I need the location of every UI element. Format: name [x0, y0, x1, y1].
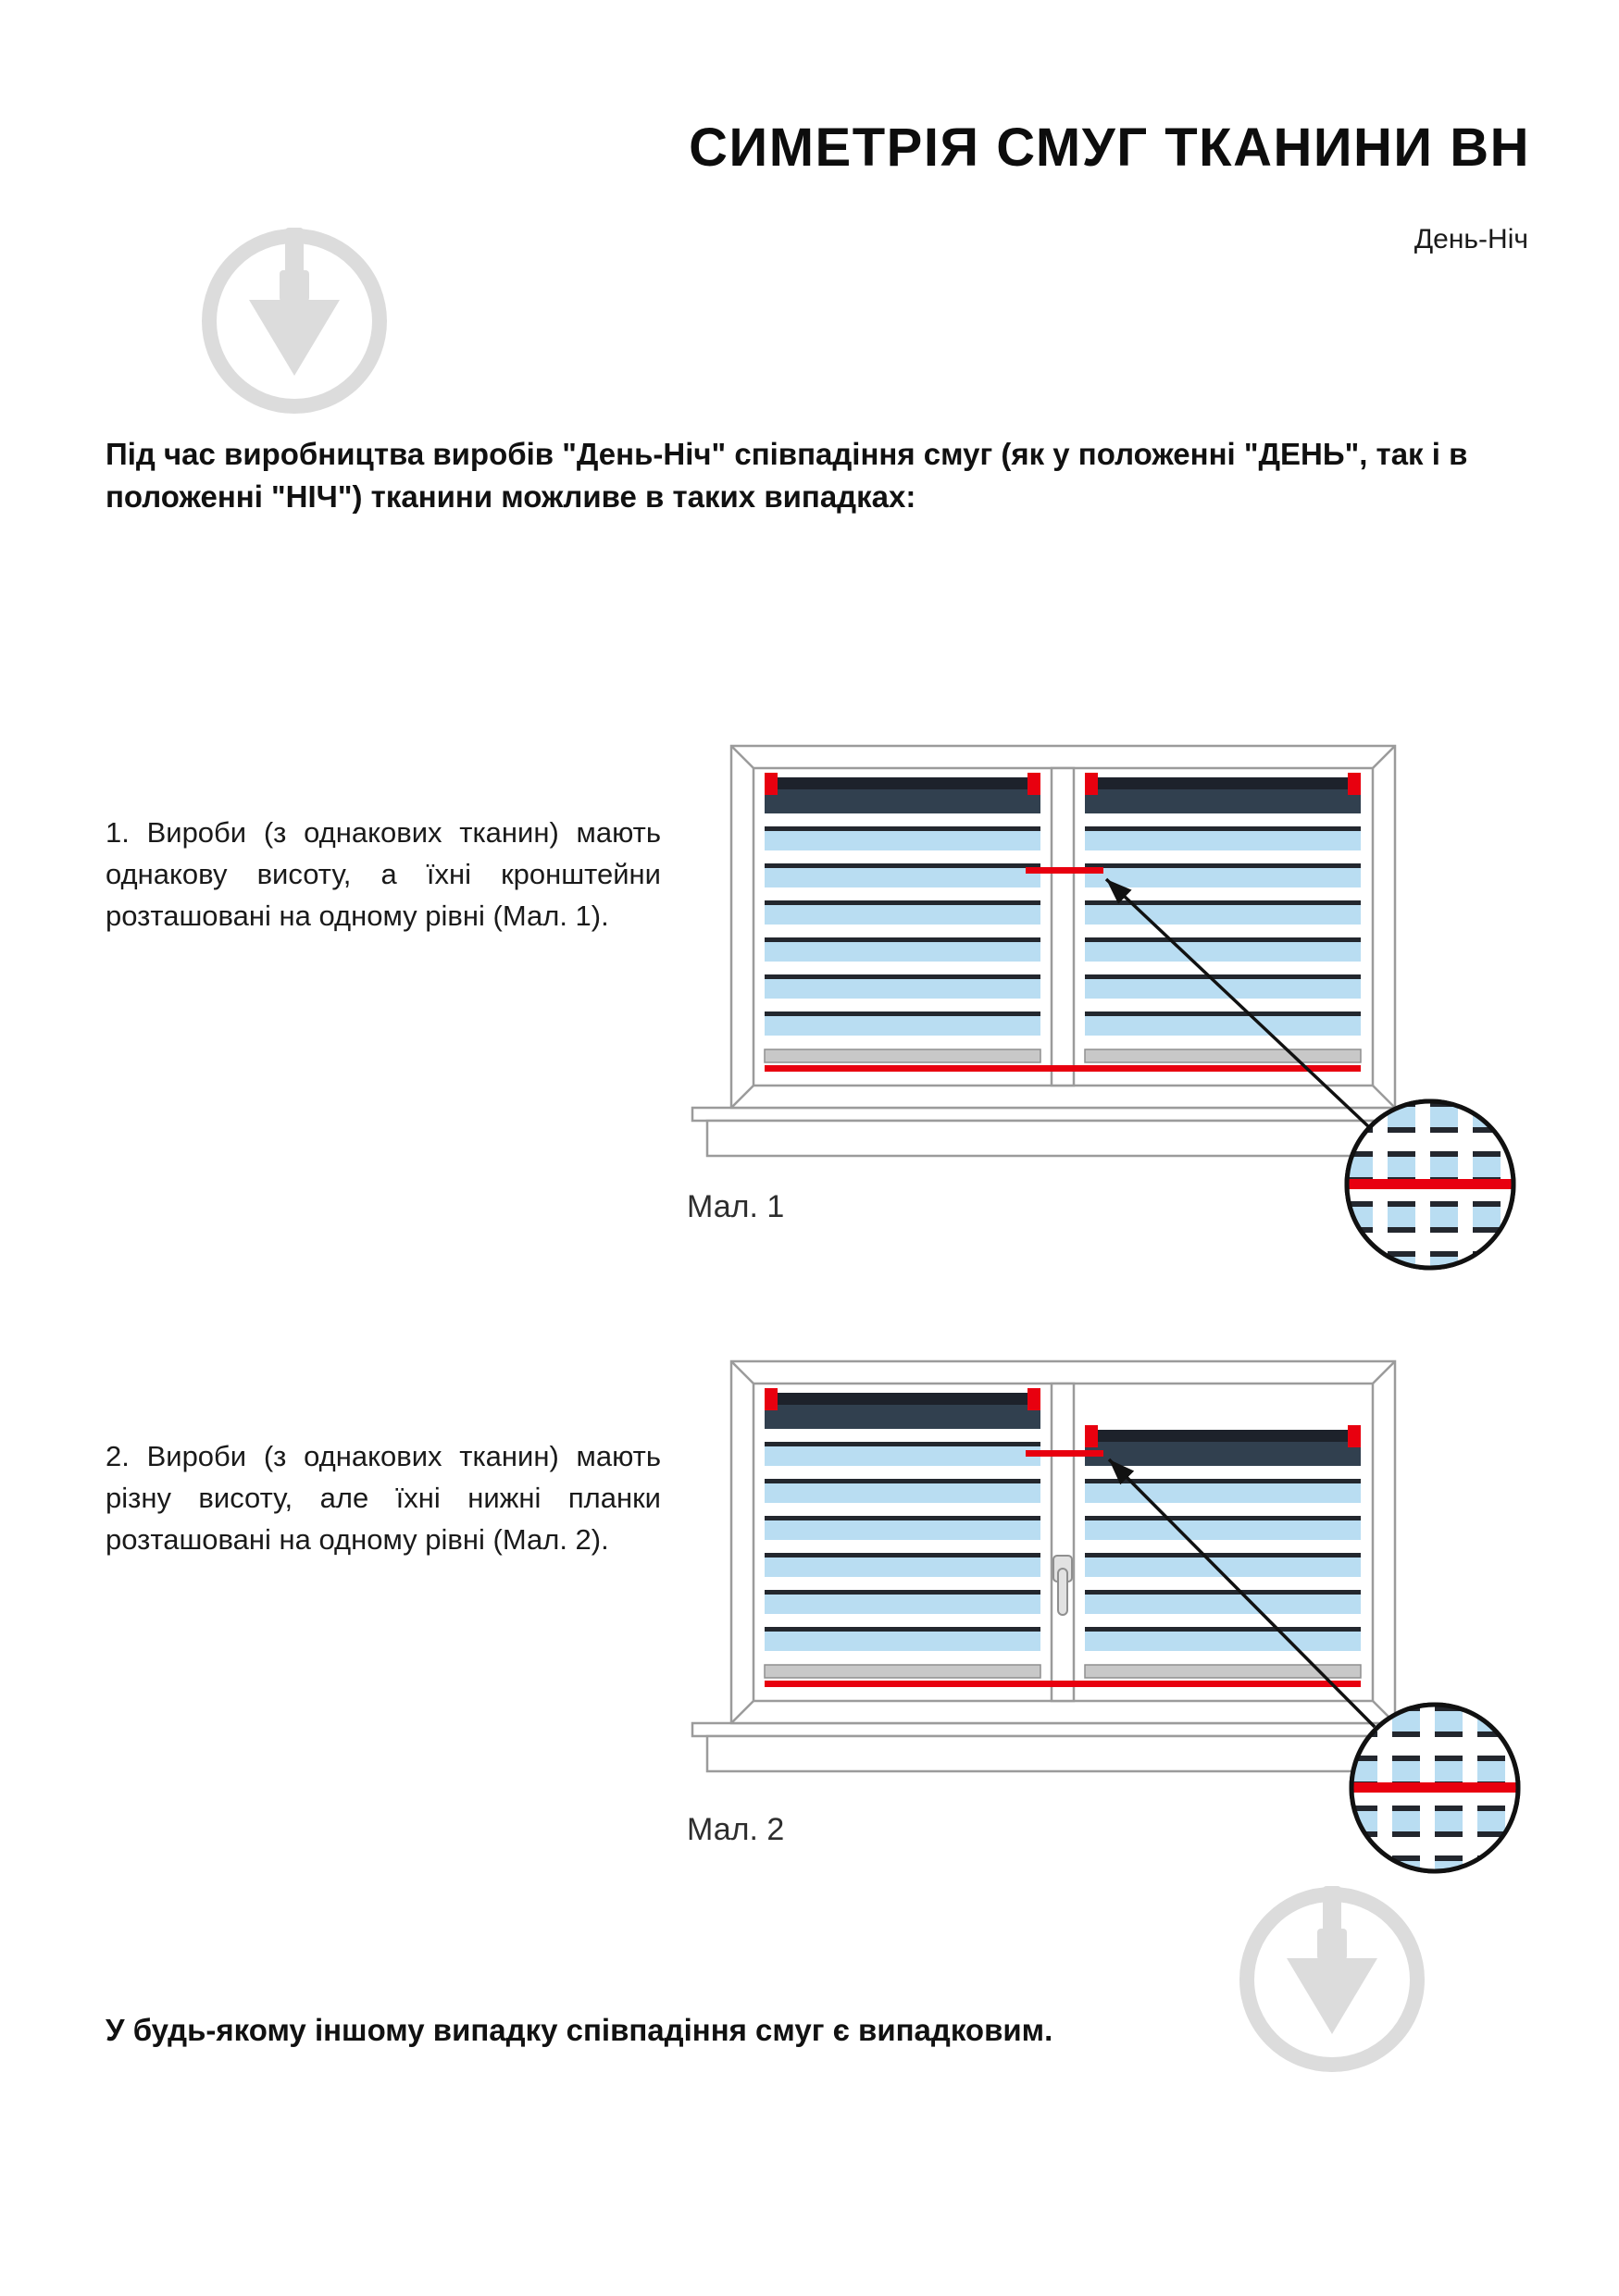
stripe-alignment-red-mark: [1026, 867, 1103, 874]
figure-1-caption: Мал. 1: [687, 1189, 785, 1224]
case-2-text: 2. Вироби (з однакових тканин) мають різну висоту, але їхні нижні планки розташовані на одному рівні (Мал. 2).: [106, 1440, 661, 1556]
page-title: СИМЕТРІЯ СМУГ ТКАНИНИ ВН: [689, 118, 1530, 178]
left-blind: [765, 773, 1040, 1062]
window-sill: [692, 1723, 1434, 1771]
right-blind-bracket-left: [1085, 1425, 1098, 1447]
bottom-alignment-red-line: [765, 1065, 1361, 1072]
left-blind-bottom-plank: [765, 1665, 1040, 1678]
brand-watermark-icon: [1226, 1873, 1438, 2086]
watermark-body: [249, 300, 340, 376]
watermark-stem: [285, 228, 304, 276]
zoomed-alignment-red-line: [1350, 1782, 1520, 1793]
left-blind-bottom-plank: [765, 1049, 1040, 1062]
figure-1-window-illustration: [685, 731, 1537, 1296]
right-blind-cassette: [1085, 1430, 1361, 1442]
left-blind-cassette: [765, 1393, 1040, 1405]
right-blind-bracket-right: [1348, 773, 1361, 795]
right-blind: [1085, 773, 1361, 1062]
right-blind-fabric-stripes: [1085, 789, 1361, 1049]
left-blind: [765, 1388, 1040, 1678]
intro-paragraph: Під час виробництва виробів "День-Ніч" співпадіння смуг (як у положенні "ДЕНЬ", так і в положенні "НІЧ") тканини можливе в таких випадках:: [106, 437, 1468, 514]
right-blind-bottom-plank: [1085, 1049, 1361, 1062]
left-blind-fabric-stripes: [765, 789, 1040, 1049]
magnifier-detail-circle: [1350, 1703, 1520, 1873]
right-blind-bracket-left: [1085, 773, 1098, 795]
stripe-alignment-red-mark: [1026, 1450, 1103, 1457]
window-sill: [692, 1108, 1434, 1156]
left-blind-bracket-left: [765, 1388, 778, 1410]
figure-2-window-illustration: [685, 1347, 1537, 1920]
watermark-neck: [280, 270, 309, 302]
watermark-stem: [1323, 1886, 1341, 1934]
bottom-alignment-red-line: [765, 1681, 1361, 1687]
zoomed-alignment-red-line: [1345, 1179, 1515, 1189]
left-blind-bracket-right: [1027, 1388, 1040, 1410]
window-mullion: [1052, 1384, 1074, 1701]
case-1-text: 1. Вироби (з однакових тканин) мають однакову висоту, а їхні кронштейни розташовані на одному рівні (Мал. 1).: [106, 816, 661, 932]
right-blind-bracket-right: [1348, 1425, 1361, 1447]
left-blind-top-band: [765, 1405, 1040, 1429]
left-blind-bracket-left: [765, 773, 778, 795]
figure-2-caption: Мал. 2: [687, 1812, 785, 1847]
right-blind-top-band: [1085, 1442, 1361, 1466]
brand-watermark-icon: [188, 215, 401, 428]
left-blind-bracket-right: [1027, 773, 1040, 795]
left-blind-cassette: [765, 777, 1040, 789]
left-blind-fabric-stripes: [765, 1405, 1040, 1664]
page-subtitle: День-Ніч: [1414, 224, 1528, 254]
right-blind-lower: [1085, 1425, 1361, 1678]
magnifier-detail-circle: [1345, 1099, 1515, 1270]
right-blind-top-band: [1085, 789, 1361, 813]
watermark-neck: [1317, 1929, 1347, 1960]
left-blind-top-band: [765, 789, 1040, 813]
right-blind-cassette: [1085, 777, 1361, 789]
conclusion-text: У будь-якому іншому випадку співпадіння смуг є випадковим.: [106, 2013, 1053, 2047]
window-mullion: [1052, 768, 1074, 1086]
